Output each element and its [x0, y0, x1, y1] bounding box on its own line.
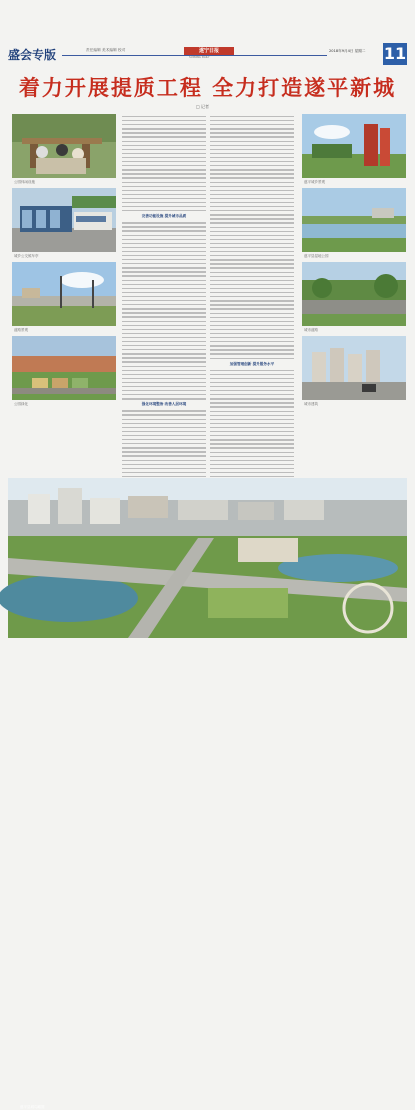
page-number: 11	[383, 44, 407, 63]
photo-buildings	[302, 336, 406, 400]
section-title: 盛会专版	[8, 48, 57, 62]
article-column-2	[210, 116, 294, 472]
paper-logo-sub: SUINING DAILY	[189, 55, 210, 59]
editor-line: 责任编辑 美术编辑 校对	[86, 48, 126, 52]
photo-caption: 公园休闲设施	[14, 180, 35, 184]
right-photo-column	[298, 114, 410, 410]
photo-bus-shelter	[12, 188, 116, 252]
photo-caption: 城乡公交候车亭	[14, 254, 39, 258]
aerial-photo	[8, 478, 407, 1109]
photo-city-sign	[302, 114, 406, 178]
article-column-1	[122, 116, 206, 472]
article-subhead: 强化环境整治 改善人居环境	[141, 402, 187, 407]
article-subhead: 加强管理创新 提升服务水平	[229, 361, 275, 366]
aerial-photo-caption: 遂平县城鸟瞰图	[20, 1105, 45, 1109]
photo-wetland	[302, 188, 406, 252]
page-header	[6, 44, 409, 66]
photo-caption: 城市建筑	[304, 402, 318, 406]
photo-caption: 遂平城乡景观	[304, 180, 325, 184]
photo-caption: 公园绿化	[14, 402, 28, 406]
photo-road-landscape	[12, 262, 116, 326]
issue-date: 2018年9月4日 星期二	[329, 49, 366, 53]
photo-park-green	[12, 336, 116, 400]
photo-caption: 道路景观	[14, 328, 28, 332]
photo-caption: 城市道路	[304, 328, 318, 332]
left-photo-column	[8, 114, 120, 410]
article-subhead: 完善功能设施 提升城市品质	[141, 214, 187, 219]
photo-city-road	[302, 262, 406, 326]
photo-caption: 遂平县湿地公园	[304, 254, 329, 258]
paper-logo: 遂宁日报	[184, 47, 234, 55]
byline: □ 记者	[196, 104, 210, 109]
photo-park-seating	[12, 114, 116, 178]
headline: 着力开展提质工程 全力打造遂平新城	[18, 76, 397, 100]
